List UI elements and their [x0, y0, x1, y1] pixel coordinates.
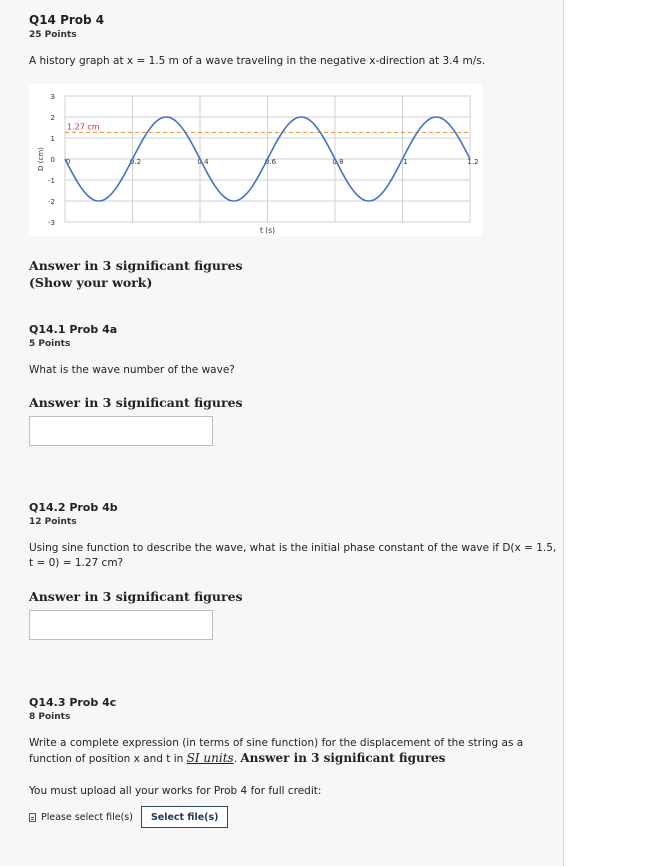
y-tick-label: -1 — [48, 177, 55, 185]
subquestion-text-4b-line1: Using sine function to describe the wave, what is the initial phase constant of the wave if D(x = 1.5, — [29, 542, 557, 554]
subquestion-points-4a: 5 Points — [29, 339, 71, 349]
select-files-button[interactable]: Select file(s) — [141, 806, 229, 828]
file-upload-row — [29, 806, 228, 828]
question-points: 25 Points — [29, 30, 77, 40]
file-status-text: Please select file(s) — [41, 811, 133, 823]
subquestion-text-4c-line1: Write a complete expression (in terms of sine function) for the displacement of the string as a — [29, 737, 524, 749]
si-units-link[interactable]: SI units — [186, 751, 234, 765]
upload-instruction: You must upload all your works for Prob 4 for full credit: — [29, 785, 322, 797]
answer-input-4b[interactable] — [29, 610, 213, 640]
answer-instruction-4a: Answer in 3 significant figures — [29, 395, 243, 410]
x-tick-label: 0.2 — [129, 158, 142, 166]
subquestion-text-4b-line2: t = 0) = 1.27 cm? — [29, 557, 124, 569]
show-work-instruction: (Show your work) — [29, 275, 153, 290]
answer-instruction: Answer in 3 significant figures — [29, 258, 243, 273]
subquestion-points-4b: 12 Points — [29, 517, 77, 527]
x-tick-label: 0.6 — [264, 158, 277, 166]
y-tick-label: 0 — [50, 156, 55, 164]
x-tick-label: 0.8 — [332, 158, 344, 166]
y-tick-label: 1 — [50, 135, 55, 143]
subquestion-text-4a: What is the wave number of the wave? — [29, 364, 235, 376]
y-tick-label: -2 — [48, 198, 55, 206]
y-tick-label: 3 — [50, 93, 55, 101]
x-tick-label: 0.4 — [197, 158, 209, 166]
subquestion-title-4c: Q14.3 Prob 4c — [29, 696, 117, 709]
history-graph-svg — [29, 84, 482, 236]
x-tick-label: 1 — [403, 158, 408, 166]
reference-line-label: 1.27 cm — [67, 122, 100, 132]
y-tick-label: 2 — [50, 114, 55, 122]
right-side-panel — [563, 0, 652, 866]
y-tick-label: -3 — [48, 219, 55, 227]
answer-instruction-4c: Answer in 3 significant figures — [240, 751, 446, 765]
x-tick-label: 1.2 — [467, 158, 479, 166]
answer-instruction-4b: Answer in 3 significant figures — [29, 589, 243, 604]
subquestion-text-4c-prefix: function of position x and t in — [29, 753, 187, 765]
x-tick-label: 0 — [65, 158, 71, 166]
y-axis-label: D (cm) — [37, 147, 45, 171]
file-icon — [29, 813, 36, 822]
question-title: Q14 Prob 4 — [29, 13, 105, 27]
history-graph — [29, 84, 482, 236]
subquestion-title-4b: Q14.2 Prob 4b — [29, 501, 118, 514]
subquestion-title-4a: Q14.1 Prob 4a — [29, 323, 118, 336]
subquestion-text-4c-line2 — [29, 751, 445, 767]
subquestion-text-4c-suffix: . — [233, 753, 238, 765]
x-axis-label: t (s) — [259, 226, 276, 235]
question-prompt: A history graph at x = 1.5 m of a wave traveling in the negative x-direction at 3.4 m/s. — [29, 55, 486, 67]
answer-input-4a[interactable] — [29, 416, 213, 446]
subquestion-points-4c: 8 Points — [29, 712, 71, 722]
